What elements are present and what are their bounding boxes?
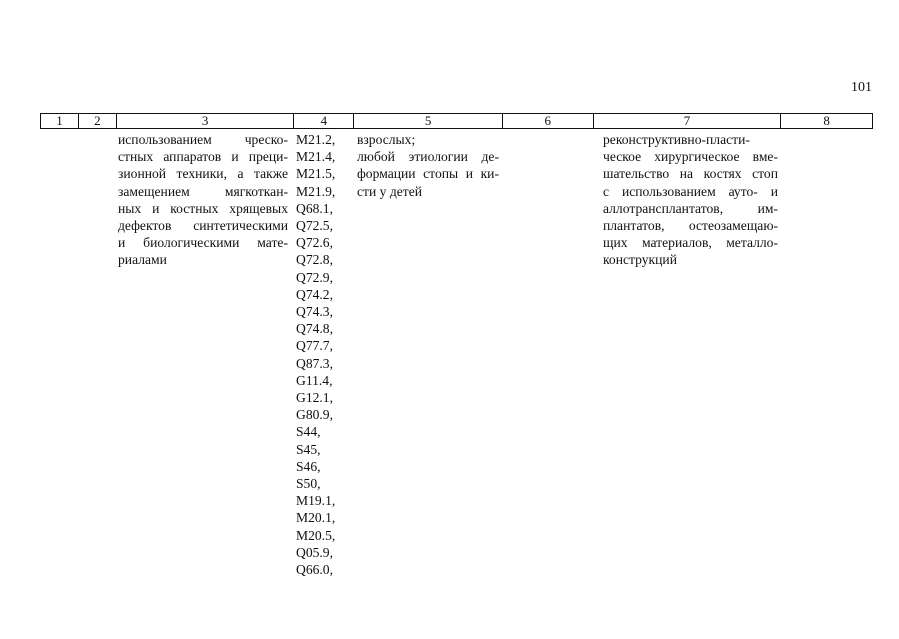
text-line: любой этиологии де- <box>357 149 499 165</box>
text-line: замещением мягкоткан- <box>118 183 288 199</box>
code-item: M19.1, <box>296 493 336 509</box>
text-line: конструкций <box>603 252 677 268</box>
text-line: щих материалов, металло- <box>603 235 778 251</box>
code-item: Q77.7, <box>296 338 334 354</box>
text-line: взрослых; <box>357 132 416 147</box>
header-cell-5: 5 <box>354 114 503 128</box>
code-item: Q72.5, <box>296 218 334 234</box>
header-cell-4: 4 <box>294 114 354 128</box>
code-item: Q74.3, <box>296 304 334 320</box>
code-item: S46, <box>296 458 321 474</box>
code-item: Q74.8, <box>296 321 334 337</box>
code-item: M21.2, <box>296 132 336 147</box>
code-item: Q87.3, <box>296 355 334 371</box>
code-item: M20.1, <box>296 510 336 526</box>
page-number: 101 <box>851 80 872 95</box>
code-item: Q72.8, <box>296 252 334 268</box>
header-cell-1: 1 <box>41 114 79 128</box>
code-item: S45, <box>296 441 321 457</box>
code-item: M20.5, <box>296 527 336 543</box>
text-line: риалами <box>118 252 167 268</box>
code-item: G80.9, <box>296 407 334 423</box>
code-item: Q72.6, <box>296 235 334 251</box>
code-item: S44, <box>296 424 321 440</box>
column-4-codes <box>296 131 350 578</box>
column-3-text <box>118 131 288 269</box>
code-item: M21.4, <box>296 149 336 165</box>
text-line: зионной техники, а также <box>118 166 288 182</box>
code-item: Q72.9, <box>296 269 334 285</box>
text-line: аллотрансплантатов, им- <box>603 200 778 216</box>
header-cell-3: 3 <box>117 114 295 128</box>
header-cell-6: 6 <box>503 114 594 128</box>
code-item: S50, <box>296 476 321 492</box>
code-item: Q68.1, <box>296 200 334 216</box>
table-header-row <box>40 113 873 129</box>
text-line: ческое хирургическое вме- <box>603 149 778 165</box>
text-line: ных и костных хрящевых <box>118 200 288 216</box>
text-line: сти у детей <box>357 183 423 199</box>
text-line: плантатов, остеозамещаю- <box>603 218 778 234</box>
code-item: G11.4, <box>296 372 333 388</box>
header-cell-8: 8 <box>823 113 830 128</box>
header-cell-7: 7 <box>594 114 782 128</box>
text-line: шательство на костях стоп <box>603 166 778 182</box>
code-item: M21.5, <box>296 166 336 182</box>
text-line: реконструктивно-пласти- <box>603 132 750 147</box>
column-5-text <box>357 131 499 200</box>
text-line: и биологическими мате- <box>118 235 288 251</box>
column-7-text <box>603 131 778 269</box>
code-item: Q74.2, <box>296 286 334 302</box>
text-line: с использованием ауто- и <box>603 183 778 199</box>
code-item: Q66.0, <box>296 562 334 578</box>
code-item: G12.1, <box>296 390 334 406</box>
text-line: дефектов синтетическими <box>118 218 288 234</box>
text-line: формации стопы и ки- <box>357 166 499 182</box>
code-item: Q05.9, <box>296 544 334 560</box>
text-line: стных аппаратов и преци- <box>118 149 288 165</box>
header-cell-2: 2 <box>79 114 117 128</box>
text-line: использованием чреско- <box>118 132 288 147</box>
code-item: M21.9, <box>296 183 336 199</box>
